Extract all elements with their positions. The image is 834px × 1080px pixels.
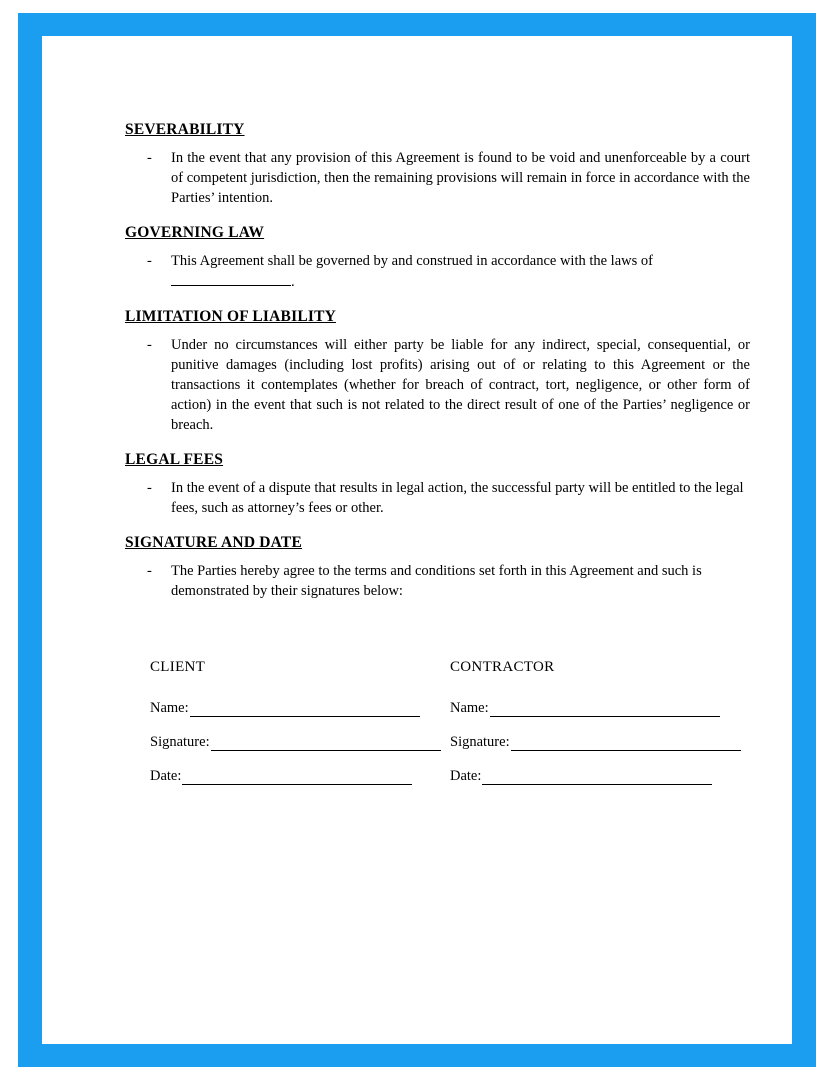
contractor-date-label: Date: [450, 768, 482, 784]
signature-column-client [150, 659, 450, 802]
section-severability [125, 121, 750, 208]
list-item [125, 478, 750, 518]
contractor-heading: CONTRACTOR [450, 659, 555, 675]
bullet-marker: - [147, 563, 152, 579]
list-item-text: This Agreement shall be governed by and construed in accordance with the laws of [171, 253, 653, 269]
client-signature-label: Signature: [150, 734, 210, 750]
contractor-signature-label: Signature: [450, 734, 510, 750]
list-item-text: In the event that any provision of this Agreement is found to be void and unenforceable by a court of competent jurisdiction, then the remaining provisions will remain in force in accordance with the Parties’ intention. [171, 150, 750, 206]
bullet-marker: - [147, 480, 152, 496]
section-governing-law [125, 224, 750, 292]
section-heading: SEVERABILITY [125, 121, 245, 138]
list-item [125, 335, 750, 435]
client-date-label: Date: [150, 768, 182, 784]
client-signature-input[interactable] [211, 738, 441, 751]
list-item-text: In the event of a dispute that results in legal action, the successful party will be entitled to the legal fees, such as attorney’s fees or other. [171, 480, 744, 516]
client-signature-field[interactable] [150, 734, 450, 751]
bullet-marker: - [147, 253, 152, 269]
contractor-signature-input[interactable] [511, 738, 741, 751]
signature-column-contractor [450, 659, 750, 802]
contractor-signature-field[interactable] [450, 734, 750, 751]
document-content [125, 121, 750, 802]
list-item [125, 561, 750, 601]
list-item [125, 251, 750, 271]
contractor-name-field[interactable] [450, 700, 750, 717]
contractor-name-label: Name: [450, 700, 489, 716]
section-legal-fees [125, 451, 750, 518]
contractor-date-input[interactable] [482, 772, 712, 785]
signature-block [125, 659, 750, 802]
blank-period: . [291, 274, 295, 290]
client-name-label: Name: [150, 700, 189, 716]
page-border [18, 13, 816, 1067]
client-name-input[interactable] [190, 704, 420, 717]
bullet-marker: - [147, 150, 152, 166]
governing-law-blank-line [125, 272, 750, 292]
section-heading: GOVERNING LAW [125, 224, 265, 241]
client-date-field[interactable] [150, 768, 450, 785]
section-heading: LEGAL FEES [125, 451, 224, 468]
client-date-input[interactable] [182, 772, 412, 785]
section-heading: LIMITATION OF LIABILITY [125, 308, 337, 325]
contractor-name-input[interactable] [490, 704, 720, 717]
list-item [125, 148, 750, 208]
list-item-text: Under no circumstances will either party be liable for any indirect, special, consequential, or punitive damages (including lost profits) arising out of or relating to this Agreement or the transactions it contemplates (whether for breach of contract, tort, negligence, or other form of action) in the event that such is not related to the direct result of one of the Parties’ negligence or breach. [171, 337, 750, 433]
client-heading: CLIENT [150, 659, 206, 675]
section-limitation-of-liability [125, 308, 750, 435]
section-heading: SIGNATURE AND DATE [125, 534, 302, 551]
section-signature-and-date [125, 534, 750, 601]
fill-in-blank[interactable] [171, 272, 291, 286]
document-page [42, 36, 792, 1044]
client-name-field[interactable] [150, 700, 450, 717]
list-item-text: The Parties hereby agree to the terms and conditions set forth in this Agreement and such is demonstrated by their signatures below: [171, 563, 702, 599]
bullet-marker: - [147, 337, 152, 353]
contractor-date-field[interactable] [450, 768, 750, 785]
